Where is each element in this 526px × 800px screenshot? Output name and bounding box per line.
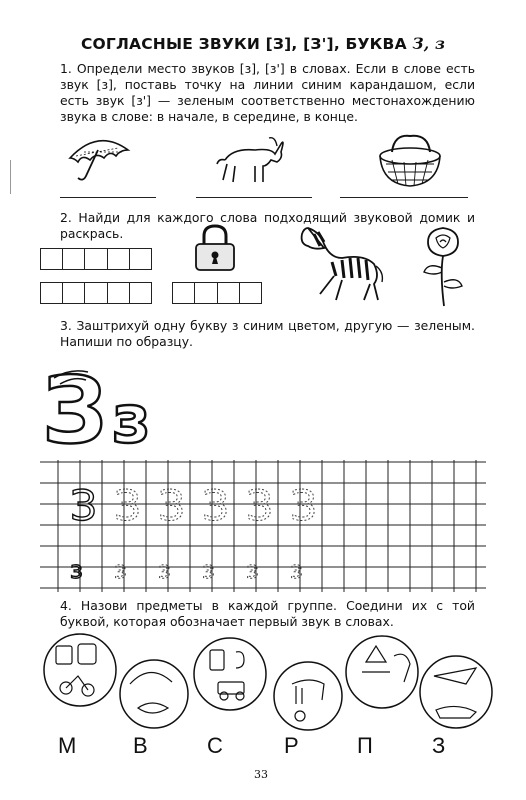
outlined-letter-lower: з — [112, 381, 151, 458]
task4-text: 4. Назови предметы в каждой группе. Соедини их с той буквой, которая обозначает первый звук в словах. — [60, 598, 475, 629]
outlined-letter-upper: З — [42, 362, 108, 458]
group-circle[interactable] — [194, 638, 266, 710]
group-circle[interactable] — [274, 662, 342, 730]
title-letters: З, з — [412, 34, 446, 53]
letter-option[interactable]: М — [58, 733, 77, 758]
letter-option[interactable]: З — [432, 733, 446, 758]
page-title — [0, 34, 526, 53]
letter-option[interactable]: Р — [284, 733, 299, 758]
padlock-icon — [190, 224, 240, 272]
task1-text: 1. Определи место звуков [з], [з'] в словах. Если в слове есть звук [з], поставь точку на линии синим карандашом, если есть звук [з'] — зеленым соответственно местонахождению звука в слове: в начале, в середине, в конце. — [60, 61, 475, 124]
picture-groups — [30, 632, 496, 732]
goat-icon — [205, 130, 290, 192]
trace-letter-lower: з — [290, 556, 303, 584]
answer-line[interactable] — [196, 197, 312, 198]
group-circle[interactable] — [44, 634, 116, 706]
trace-letter-lower: з — [246, 556, 259, 584]
answer-line[interactable] — [60, 197, 156, 198]
trace-letter-lower: з — [158, 556, 171, 584]
sound-box-5[interactable] — [40, 248, 152, 270]
trace-letter-lower: з — [202, 556, 215, 584]
rose-icon — [418, 224, 468, 310]
trace-letter-upper: З — [202, 481, 229, 530]
sound-box-4[interactable] — [172, 282, 262, 304]
task2-text: 2. Найди для каждого слова подходящий звуковой домик и раскрась. — [60, 210, 475, 241]
answer-line[interactable] — [340, 197, 468, 198]
zebra-icon — [290, 224, 390, 306]
letter-option[interactable]: П — [357, 733, 373, 758]
trace-letter-upper: З — [114, 481, 141, 530]
group-circle[interactable] — [420, 656, 492, 728]
trace-letter-upper: З — [290, 481, 317, 530]
umbrella-icon — [60, 128, 140, 188]
writing-grid[interactable] — [40, 460, 486, 592]
trace-sample-lower: з — [70, 556, 83, 584]
task3-text: 3. Заштрихуй одну букву з синим цветом, другую — зеленым. Напиши по образцу. — [60, 318, 475, 349]
page-number: 33 — [254, 768, 268, 781]
sound-box-5[interactable] — [40, 282, 152, 304]
letter-option[interactable]: В — [133, 733, 148, 758]
group-circle[interactable] — [120, 660, 188, 728]
trace-letter-lower: з — [114, 556, 127, 584]
letter-option[interactable]: С — [207, 733, 223, 758]
margin-mark — [10, 160, 17, 194]
trace-letter-upper: З — [246, 481, 273, 530]
title-main: СОГЛАСНЫЕ ЗВУКИ [З], [З'], БУКВА — [80, 35, 407, 53]
trace-sample-upper: З — [70, 481, 97, 530]
outlined-letters — [40, 362, 190, 458]
basket-icon — [370, 132, 450, 192]
trace-letter-upper: З — [158, 481, 185, 530]
